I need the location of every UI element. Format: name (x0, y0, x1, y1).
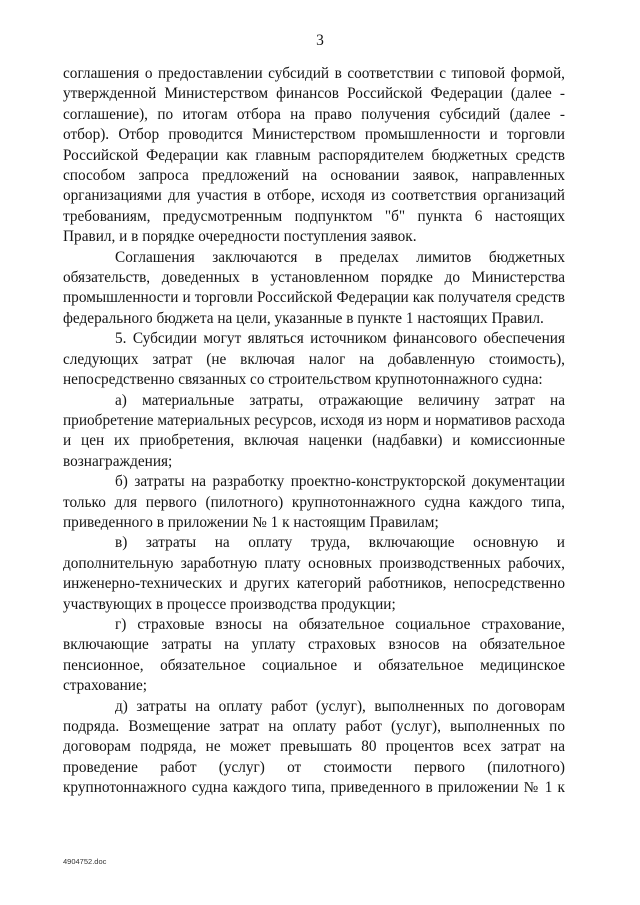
footer-document-code: 4904752.doc (63, 857, 107, 866)
paragraph-item-a: а) материальные затраты, отражающие величину затрат на приобретение материальных ресурсов, исходя из норм и нормативов расхода и цен их приобретения, включая наценки (надбавки) и комиссионные вознаграждения; (63, 391, 565, 470)
paragraph-item-v: в) затраты на оплату труда, включающие основную и дополнительную заработную плату основных производственных рабочих, инженерно-технических и других категорий работников, непосредственно участвующих в процессе производства продукции; (63, 534, 565, 613)
paragraph-item-b: б) затраты на разработку проектно-конструкторской документации только для первого (пилотного) крупнотоннажного судна каждого типа, приведенного в приложении № 1 к настоящим Правилам; (63, 473, 565, 531)
paragraph-item-d: д) затраты на оплату работ (услуг), выполненных по договорам подряда. Возмещение затрат на оплату работ (услуг), выполненных по договорам подряда, не может превышать 80 процентов всех затрат на проведение работ (услуг) от стоимости первого (пилотного) крупнотоннажного судна каждого типа, приведенного в приложении № 1 к (63, 697, 565, 797)
paragraph-clause-5: 5. Субсидии могут являться источником финансового обеспечения следующих затрат (не включая налог на добавленную стоимость), непосредственно связанных со строительством крупнотоннажного судна: (63, 330, 565, 389)
document-body (63, 64, 565, 799)
paragraph-agreement-continuation: соглашения о предоставлении субсидий в соответствии с типовой формой, утвержденной Министерством финансов Российской Федерации (далее - соглашение), по итогам отбора на право получения субсидий (далее - отбор). Отбор проводится Министерством промышленности и торговли Российской Федерации как главным распорядителем бюджетных средств способом запроса предложений на основании заявок, направленных организациями для участия в отборе, исходя из соответствия организаций требованиям, предусмотренным подпунктом "б" пункта 6 настоящих Правил, и в порядке очередности поступления заявок. (63, 65, 565, 246)
paragraph-item-g: г) страховые взносы на обязательное социальное страхование, включающие затраты на уплату страховых взносов на обязательное пенсионное, обязательное социальное и обязательное медицинское страхование; (63, 615, 565, 695)
page-number: 3 (316, 32, 324, 49)
paragraph-agreements-limits: Соглашения заключаются в пределах лимитов бюджетных обязательств, доведенных в установленном порядке до Министерства промышленности и торговли Российской Федерации как получателя средств федерального бюджета на цели, указанные в пункте 1 настоящих Правил. (63, 248, 565, 327)
